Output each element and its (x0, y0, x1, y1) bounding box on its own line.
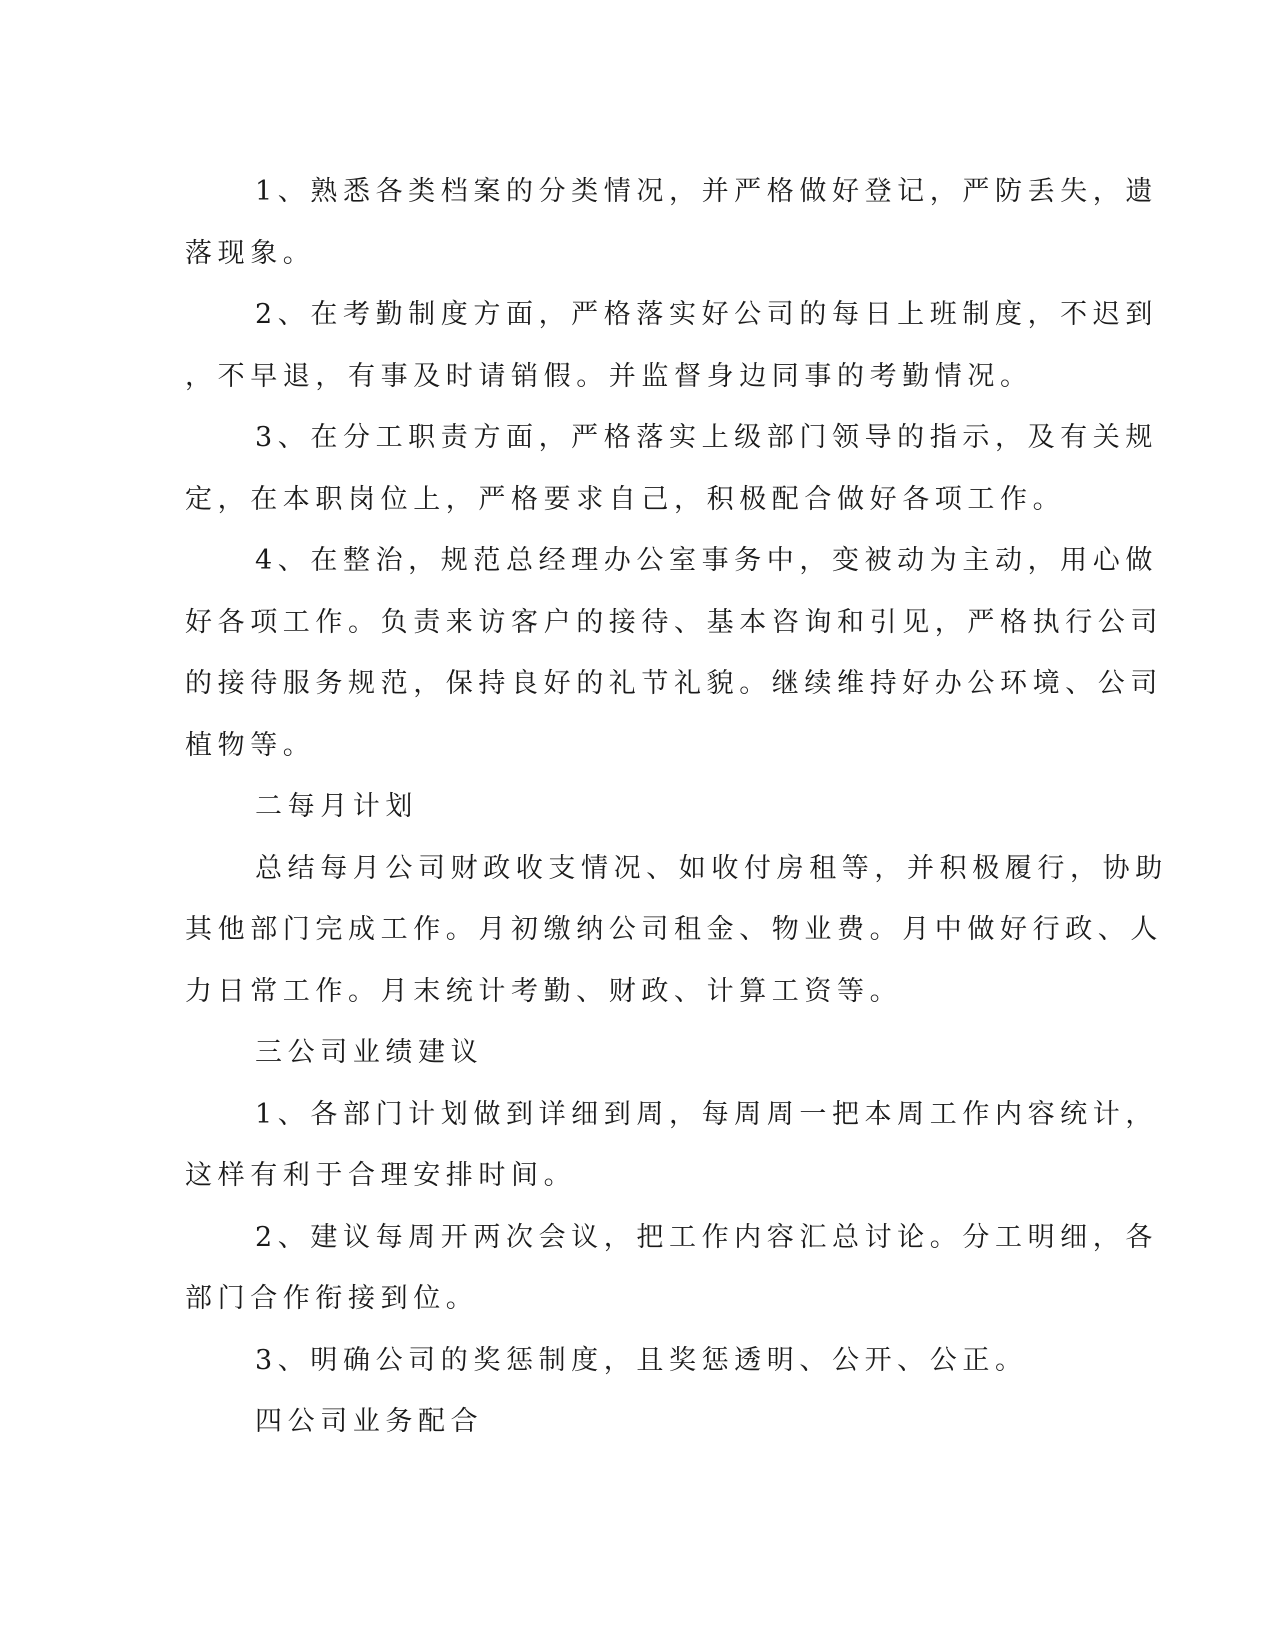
paragraph (185, 284, 1158, 407)
text-line: 4、在整治，规范总经理办公室事务中，变被动为主动，用心做 (255, 545, 1158, 576)
text-line: 其他部门完成工作。月初缴纳公司租金、物业费。月中做好行政、人 (185, 914, 1163, 945)
text-line: ，不早退，有事及时请销假。并监督身边同事的考勤情况。 (185, 360, 1033, 392)
text-line: 定，在本职岗位上，严格要求自己，积极配合做好各项工作。 (185, 483, 1066, 515)
text-line: 总结每月公司财政收支情况、如收付房租等，并积极履行，协助 (255, 852, 1168, 884)
paragraph (185, 1084, 1158, 1207)
paragraph (185, 1022, 1065, 1084)
paragraph (185, 1330, 1065, 1392)
text-line: 这样有利于合理安排时间。 (185, 1160, 577, 1191)
text-line: 2、在考勤制度方面，严格落实好公司的每日上班制度，不迟到 (255, 299, 1158, 330)
paragraph (185, 776, 1065, 838)
text-line: 3、在分工职责方面，严格落实上级部门领导的指示，及有关规 (255, 422, 1158, 453)
text-line: 部门合作衔接到位。 (185, 1283, 479, 1314)
text-line: 三公司业绩建议 (255, 1037, 484, 1068)
paragraph (185, 530, 1163, 776)
paragraph (185, 838, 1168, 1023)
text-line: 好各项工作。负责来访客户的接待、基本咨询和引见，严格执行公司 (185, 606, 1163, 638)
document-body (185, 161, 1168, 1453)
text-line: 的接待服务规范，保持良好的礼节礼貌。继续维持好办公环境、公司 (185, 668, 1163, 699)
text-line: 植物等。 (185, 729, 316, 761)
text-line: 落现象。 (185, 237, 316, 269)
text-line: 二每月计划 (255, 791, 418, 822)
text-line: 力日常工作。月末统计考勤、财政、计算工资等。 (185, 975, 903, 1007)
text-line: 四公司业务配合 (255, 1406, 484, 1437)
paragraph (185, 1207, 1158, 1330)
paragraph (185, 161, 1158, 284)
text-line: 2、建议每周开两次会议，把工作内容汇总讨论。分工明细，各 (255, 1221, 1158, 1253)
paragraph (185, 1391, 1065, 1453)
text-line: 3、明确公司的奖惩制度，且奖惩透明、公开、公正。 (255, 1344, 1028, 1376)
text-line: 1、熟悉各类档案的分类情况，并严格做好登记，严防丢失，遗 (255, 176, 1158, 207)
paragraph (185, 407, 1158, 530)
text-line: 1、各部门计划做到详细到周，每周周一把本周工作内容统计， (255, 1098, 1158, 1130)
